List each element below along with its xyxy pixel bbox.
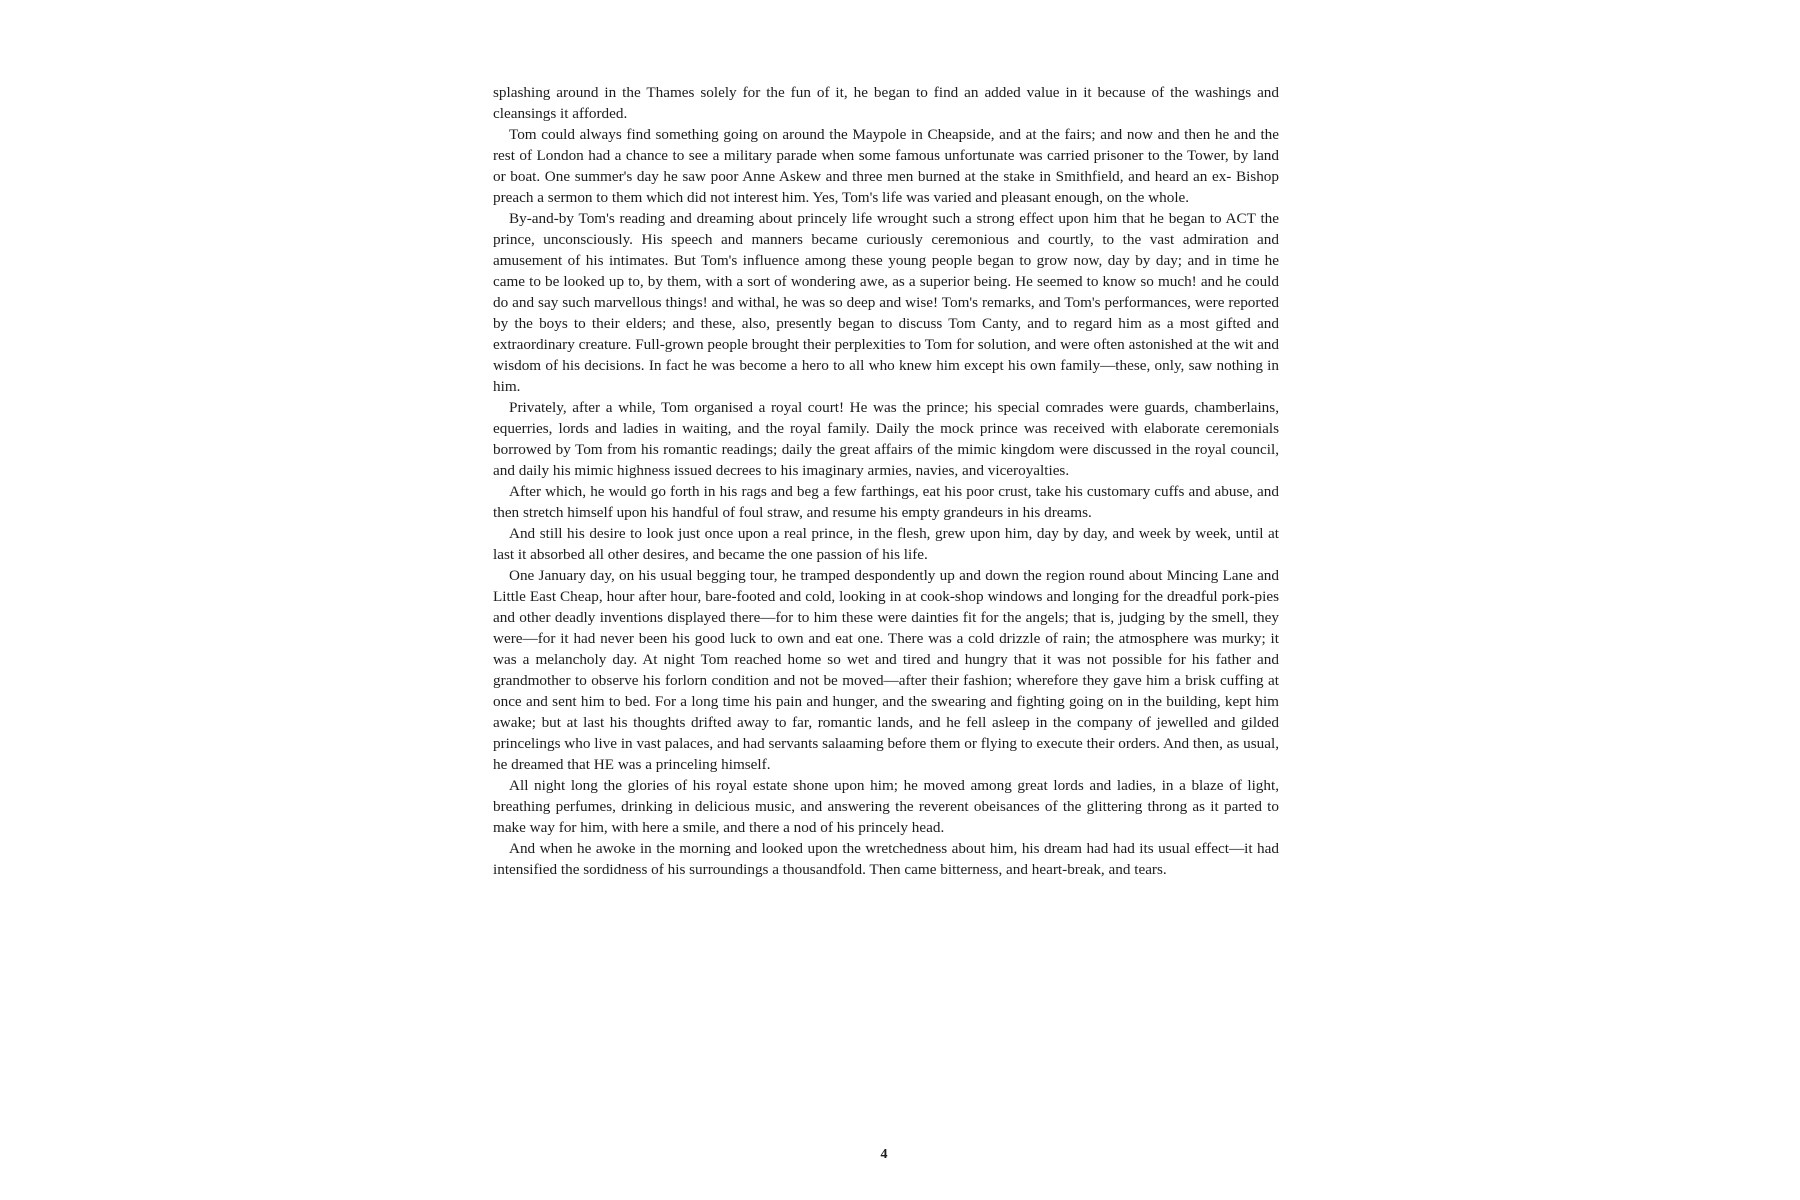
paragraph: And when he awoke in the morning and looked upon the wretchedness about him, his dream had had its usual effect—it had intensified the sordidness of his surroundings a thousandfold. Then came bitterness, and heart-break, and tears. <box>493 840 1279 878</box>
body-text <box>493 82 1279 880</box>
page-number: 4 <box>880 1147 888 1162</box>
paragraph: Privately, after a while, Tom organised a royal court! He was the prince; his special comrades were guards, chamberlains, equerries, lords and ladies in waiting, and the royal family. Daily the mock prince was received with elaborate ceremonials borrowed by Tom from his romantic readings; daily the great affairs of the mimic kingdom were discussed in the royal council, and daily his mimic highness issued decrees to his imaginary armies, navies, and viceroyalties. <box>493 399 1279 479</box>
paragraph: All night long the glories of his royal estate shone upon him; he moved among great lords and ladies, in a blaze of light, breathing perfumes, drinking in delicious music, and answering the reverent obeisances of the glittering throng as it parted to make way for him, with here a smile, and there a nod of his princely head. <box>493 777 1279 836</box>
paragraph: After which, he would go forth in his rags and beg a few farthings, eat his poor crust, take his customary cuffs and abuse, and then stretch himself upon his handful of foul straw, and resume his empty grandeurs in his dreams. <box>493 483 1279 521</box>
paragraph: splashing around in the Thames solely for the fun of it, he began to find an added value in it because of the washings and cleansings it afforded. <box>493 84 1279 122</box>
paragraph: One January day, on his usual begging tour, he tramped despondently up and down the region round about Mincing Lane and Little East Cheap, hour after hour, bare-footed and cold, looking in at cook-shop windows and longing for the dreadful pork-pies and other deadly inventions displayed there—for to him these were dainties fit for the angels; that is, judging by the smell, they were—for it had never been his good luck to own and eat one. There was a cold drizzle of rain; the atmosphere was murky; it was a melancholy day. At night Tom reached home so wet and tired and hungry that it was not possible for his father and grandmother to observe his forlorn condition and not be moved—after their fashion; wherefore they gave him a brisk cuffing at once and sent him to bed. For a long time his pain and hunger, and the swearing and fighting going on in the building, kept him awake; but at last his thoughts drifted away to far, romantic lands, and he fell asleep in the company of jewelled and gilded princelings who live in vast palaces, and had servants salaaming before them or flying to execute their orders. And then, as usual, he dreamed that HE was a princeling himself. <box>493 567 1279 773</box>
paragraph: By-and-by Tom's reading and dreaming about princely life wrought such a strong effect upon him that he began to ACT the prince, unconsciously. His speech and manners became curiously ceremonious and courtly, to the vast admiration and amusement of his intimates. But Tom's influence among these young people began to grow now, day by day; and in time he came to be looked up to, by them, with a sort of wondering awe, as a superior being. He seemed to know so much! and he could do and say such marvellous things! and withal, he was so deep and wise! Tom's remarks, and Tom's performances, were reported by the boys to their elders; and these, also, presently began to discuss Tom Canty, and to regard him as a most gifted and extraordinary creature. Full-grown people brought their perplexities to Tom for solution, and were often astonished at the wit and wisdom of his decisions. In fact he was become a hero to all who knew him except his own family—these, only, saw nothing in him. <box>493 210 1279 395</box>
paragraph: Tom could always find something going on around the Maypole in Cheapside, and at the fairs; and now and then he and the rest of London had a chance to see a military parade when some famous unfortunate was carried prisoner to the Tower, by land or boat. One summer's day he saw poor Anne Askew and three men burned at the stake in Smithfield, and heard an ex- Bishop preach a sermon to them which did not interest him. Yes, Tom's life was varied and pleasant enough, on the whole. <box>493 126 1279 206</box>
paragraph: And still his desire to look just once upon a real prince, in the flesh, grew upon him, day by day, and week by week, until at last it absorbed all other desires, and became the one passion of his life. <box>493 525 1279 563</box>
